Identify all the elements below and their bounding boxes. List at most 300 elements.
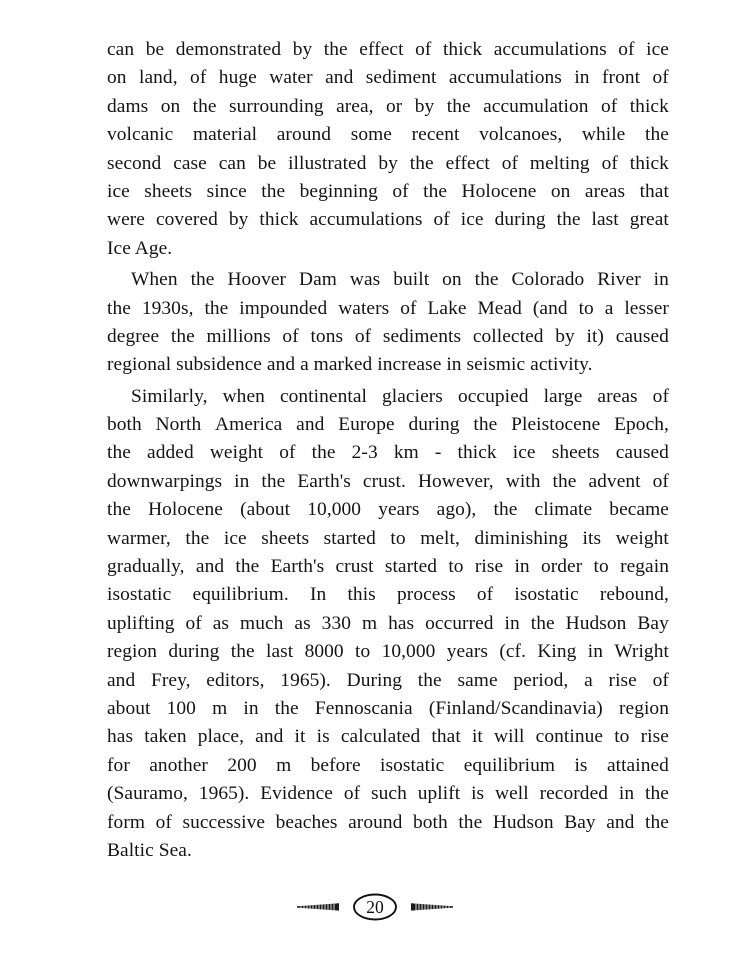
word: during bbox=[168, 641, 220, 663]
word: the bbox=[323, 39, 348, 60]
word: in bbox=[504, 612, 520, 634]
word: diminishing bbox=[474, 527, 568, 549]
word: of bbox=[392, 180, 409, 202]
text-line bbox=[107, 150, 669, 178]
word: has bbox=[107, 726, 134, 748]
word: period, bbox=[513, 669, 569, 691]
text-line bbox=[107, 178, 669, 206]
word: the bbox=[530, 612, 555, 634]
word: Similarly, bbox=[131, 385, 208, 407]
word: in bbox=[587, 641, 603, 663]
word: Lake bbox=[427, 297, 467, 319]
word: uplifting bbox=[107, 612, 175, 634]
tapered-rule-right bbox=[411, 902, 453, 912]
word: can bbox=[218, 152, 246, 174]
page-footer-folio bbox=[0, 893, 750, 933]
word: Mead bbox=[477, 297, 522, 319]
word: beaches bbox=[275, 811, 338, 833]
text-line bbox=[131, 383, 669, 411]
text-line bbox=[107, 121, 669, 149]
word: a bbox=[584, 669, 593, 691]
word: and bbox=[255, 726, 284, 748]
word: thick bbox=[442, 39, 483, 60]
word: it) bbox=[586, 325, 604, 347]
word: 1965). bbox=[280, 669, 331, 691]
word: isostatic bbox=[514, 584, 579, 606]
word: by bbox=[414, 95, 435, 117]
word: to bbox=[390, 527, 406, 549]
word: during bbox=[494, 209, 546, 231]
text-line: Ice Age. bbox=[107, 237, 173, 259]
text-line bbox=[107, 752, 669, 780]
word: m bbox=[212, 697, 228, 719]
word: material bbox=[192, 124, 258, 146]
word: the bbox=[204, 297, 229, 319]
word: recent bbox=[411, 124, 460, 146]
word: Fennoscania bbox=[314, 697, 413, 719]
text-line bbox=[107, 695, 669, 723]
word: were bbox=[107, 209, 145, 231]
word: sheets bbox=[144, 180, 193, 202]
word: editors, bbox=[206, 669, 265, 691]
word: ice bbox=[512, 442, 536, 464]
word: form bbox=[107, 811, 146, 833]
word: rise bbox=[640, 726, 669, 748]
word: in bbox=[514, 556, 530, 578]
word: has bbox=[388, 612, 415, 634]
word: and bbox=[606, 811, 635, 833]
word: of bbox=[282, 325, 299, 347]
word: and bbox=[296, 414, 325, 436]
word: the bbox=[192, 95, 217, 117]
word: of bbox=[433, 209, 450, 231]
word: successive bbox=[182, 811, 266, 833]
word: 100 bbox=[166, 697, 196, 719]
word: (Finland/Scandinavia) bbox=[428, 697, 603, 719]
word: much bbox=[240, 612, 284, 634]
word: in bbox=[234, 470, 250, 492]
word: huge bbox=[218, 67, 257, 89]
word: to bbox=[593, 556, 609, 578]
word: recorded bbox=[539, 783, 609, 805]
word: thick bbox=[457, 442, 497, 464]
word: thick bbox=[259, 209, 299, 231]
word: great bbox=[629, 209, 669, 231]
word: areas bbox=[584, 180, 626, 202]
word: can bbox=[107, 39, 135, 60]
word: the bbox=[644, 124, 669, 146]
word: in bbox=[243, 697, 259, 719]
text-line bbox=[107, 610, 669, 638]
text-line bbox=[107, 496, 669, 524]
word: regain bbox=[620, 556, 669, 578]
text-line bbox=[107, 723, 669, 751]
text-line bbox=[107, 206, 669, 234]
word: Europe bbox=[338, 414, 395, 436]
word: same bbox=[457, 669, 498, 691]
word: glaciers bbox=[381, 385, 443, 407]
word: during bbox=[408, 414, 460, 436]
word: the bbox=[556, 209, 581, 231]
word: the bbox=[311, 442, 336, 464]
text-line bbox=[107, 439, 669, 467]
word: of bbox=[501, 152, 519, 174]
word: second bbox=[107, 152, 162, 174]
word: for bbox=[107, 754, 130, 776]
word: place, bbox=[197, 726, 245, 748]
word: Bay bbox=[564, 811, 596, 833]
word: Hudson bbox=[492, 811, 554, 833]
word: degree bbox=[107, 325, 160, 347]
word: the bbox=[107, 297, 131, 319]
word: a bbox=[604, 297, 614, 319]
word: built bbox=[393, 269, 430, 291]
word: demonstrated bbox=[175, 39, 282, 60]
word: years bbox=[446, 641, 488, 663]
word: be bbox=[257, 152, 277, 174]
word: America bbox=[215, 414, 283, 436]
word: m bbox=[361, 612, 378, 634]
word: such bbox=[371, 783, 407, 805]
word: Hoover bbox=[227, 269, 287, 291]
word: the bbox=[107, 442, 131, 464]
word: area, bbox=[336, 95, 374, 117]
word: the bbox=[474, 269, 499, 291]
word: of bbox=[354, 325, 372, 347]
word: downwarpings bbox=[107, 470, 223, 492]
word: with bbox=[505, 470, 541, 492]
word: water bbox=[269, 67, 313, 89]
word: climate bbox=[534, 499, 593, 521]
text-line bbox=[107, 93, 669, 121]
text-line bbox=[107, 809, 669, 837]
word: Hudson bbox=[565, 612, 627, 634]
word: isostatic bbox=[380, 754, 445, 776]
word: order bbox=[540, 556, 583, 578]
word: and bbox=[325, 67, 354, 89]
word: on bbox=[160, 95, 181, 117]
word: when bbox=[222, 385, 265, 407]
word: is bbox=[316, 726, 330, 748]
paragraph bbox=[107, 36, 669, 263]
word: process bbox=[397, 584, 456, 606]
word: accumulations bbox=[493, 39, 607, 60]
word: as bbox=[212, 612, 230, 634]
word: sediment bbox=[365, 67, 437, 89]
word: 8000 bbox=[304, 641, 344, 663]
word: is bbox=[574, 754, 588, 776]
word: of bbox=[400, 297, 417, 319]
text-line bbox=[107, 323, 669, 351]
word: crust. bbox=[362, 470, 406, 492]
word: that bbox=[431, 726, 461, 748]
word: added bbox=[147, 442, 194, 464]
word: is bbox=[471, 783, 485, 805]
word: the bbox=[446, 95, 471, 117]
word: calculated bbox=[340, 726, 421, 748]
word: of bbox=[190, 67, 207, 89]
word: sheets bbox=[551, 442, 600, 464]
word: the bbox=[473, 414, 498, 436]
word: illustrated bbox=[288, 152, 367, 174]
word: ice bbox=[223, 527, 247, 549]
word: well bbox=[495, 783, 529, 805]
word: occurred bbox=[425, 612, 494, 634]
paragraph bbox=[107, 383, 669, 866]
word: 2-3 bbox=[351, 442, 378, 464]
word: another bbox=[149, 754, 208, 776]
word: to bbox=[355, 641, 371, 663]
word: km bbox=[393, 442, 419, 464]
word: thick bbox=[629, 152, 669, 174]
word: During bbox=[346, 669, 403, 691]
word: by bbox=[378, 152, 398, 174]
word: volcanoes, bbox=[479, 124, 563, 146]
word: Wright bbox=[614, 641, 669, 663]
word: Frey, bbox=[151, 669, 191, 691]
word: of bbox=[155, 811, 172, 833]
word: before bbox=[310, 754, 361, 776]
word: Bay bbox=[637, 612, 669, 634]
text-line bbox=[107, 411, 669, 439]
word: caused bbox=[615, 442, 669, 464]
word: warmer, bbox=[107, 527, 171, 549]
word: millions bbox=[206, 325, 271, 347]
word: However, bbox=[417, 470, 494, 492]
word: was bbox=[349, 269, 381, 291]
word: the bbox=[493, 499, 518, 521]
word: of bbox=[476, 584, 494, 606]
word: started bbox=[384, 556, 438, 578]
word: Dam bbox=[299, 269, 337, 291]
word: (and bbox=[532, 297, 568, 319]
word: of bbox=[618, 39, 635, 60]
word: the bbox=[170, 325, 195, 347]
word: gradually, bbox=[107, 556, 185, 578]
word: accumulation bbox=[483, 95, 589, 117]
word: of bbox=[415, 39, 432, 60]
word: large bbox=[543, 385, 583, 407]
paragraph bbox=[107, 266, 669, 380]
word: crust bbox=[335, 556, 374, 578]
word: occupied bbox=[457, 385, 529, 407]
word: to bbox=[448, 556, 464, 578]
text-line: regional subsidence and a marked increase in seismic activity. bbox=[107, 354, 593, 376]
word: isostatic bbox=[107, 584, 172, 606]
word: of bbox=[652, 385, 669, 407]
word: accumulations bbox=[448, 67, 562, 89]
word: equilibrium bbox=[463, 754, 556, 776]
word: of bbox=[279, 442, 296, 464]
word: (about bbox=[240, 499, 291, 521]
word: the bbox=[274, 697, 299, 719]
word: accumulations bbox=[309, 209, 423, 231]
word: tons bbox=[310, 325, 344, 347]
text-line bbox=[107, 581, 669, 609]
word: front bbox=[602, 67, 641, 89]
word: ice bbox=[646, 39, 669, 60]
word: dams bbox=[107, 95, 149, 117]
folio-ornament bbox=[295, 893, 455, 933]
word: since bbox=[206, 180, 247, 202]
word: or bbox=[386, 95, 403, 117]
word: of bbox=[601, 152, 618, 174]
word: waters bbox=[338, 297, 390, 319]
word: advent bbox=[588, 470, 641, 492]
word: equilibrium. bbox=[192, 584, 289, 606]
word: Evidence bbox=[260, 783, 333, 805]
word: around bbox=[276, 124, 332, 146]
word: King bbox=[537, 641, 577, 663]
tapered-rule-left bbox=[297, 902, 339, 912]
word: both bbox=[413, 811, 448, 833]
word: as bbox=[294, 612, 311, 634]
text-line bbox=[107, 780, 669, 808]
word: the bbox=[107, 499, 131, 521]
text-line bbox=[131, 266, 669, 294]
word: last bbox=[591, 209, 619, 231]
word: became bbox=[609, 499, 669, 521]
word: to bbox=[614, 726, 630, 748]
word: by bbox=[292, 39, 313, 60]
word: 1930s, bbox=[141, 297, 194, 319]
page-number: 20 bbox=[366, 897, 384, 917]
word: the bbox=[190, 269, 215, 291]
text-line: Baltic Sea. bbox=[107, 839, 192, 861]
body-text-column bbox=[107, 36, 669, 865]
word: this bbox=[347, 584, 376, 606]
word: the bbox=[185, 527, 210, 549]
word: of bbox=[652, 669, 669, 691]
word: in bbox=[574, 67, 590, 89]
word: the bbox=[235, 556, 260, 578]
text-line bbox=[107, 36, 669, 64]
word: lesser bbox=[624, 297, 669, 319]
word: sediments bbox=[382, 325, 462, 347]
word: m bbox=[276, 754, 292, 776]
word: River bbox=[597, 269, 641, 291]
word: that bbox=[639, 180, 669, 202]
word: it bbox=[294, 726, 306, 748]
word: on bbox=[550, 180, 571, 202]
word: Epoch, bbox=[614, 414, 669, 436]
text-line bbox=[107, 468, 669, 496]
word: land, bbox=[138, 67, 178, 89]
word: areas bbox=[597, 385, 638, 407]
word: beginning bbox=[299, 180, 378, 202]
word: rise bbox=[608, 669, 637, 691]
word: Colorado bbox=[511, 269, 585, 291]
text-line bbox=[107, 638, 669, 666]
word: 1965). bbox=[198, 783, 250, 805]
word: its bbox=[582, 527, 602, 549]
word: region bbox=[107, 641, 158, 663]
word: be bbox=[145, 39, 165, 60]
word: the bbox=[458, 811, 483, 833]
text-line bbox=[107, 64, 669, 92]
word: by bbox=[228, 209, 249, 231]
text-line bbox=[107, 553, 669, 581]
word: 200 bbox=[227, 754, 257, 776]
text-line bbox=[107, 295, 669, 323]
word: the bbox=[645, 811, 669, 833]
word: last bbox=[266, 641, 294, 663]
word: Holocene bbox=[461, 180, 537, 202]
word: and bbox=[195, 556, 225, 578]
word: it bbox=[471, 726, 483, 748]
word: weight bbox=[615, 527, 669, 549]
word: of bbox=[652, 470, 669, 492]
word: in bbox=[618, 783, 635, 805]
word: caused bbox=[615, 325, 669, 347]
word: 330 bbox=[321, 612, 351, 634]
word: on bbox=[107, 67, 127, 89]
word: attained bbox=[606, 754, 669, 776]
word: When bbox=[131, 269, 178, 291]
word: continue bbox=[535, 726, 604, 748]
word: case bbox=[173, 152, 207, 174]
word: the bbox=[409, 152, 434, 174]
word: the bbox=[230, 641, 255, 663]
word: (Sauramo, bbox=[107, 783, 188, 805]
word: on bbox=[442, 269, 462, 291]
word: and bbox=[107, 669, 136, 691]
word: around bbox=[348, 811, 403, 833]
word: covered bbox=[155, 209, 218, 231]
word: melting bbox=[529, 152, 590, 174]
word: of bbox=[185, 612, 202, 634]
text-line bbox=[107, 667, 669, 695]
word: about bbox=[107, 697, 151, 719]
word: volcanic bbox=[107, 124, 174, 146]
word: Earth's bbox=[297, 470, 351, 492]
word: taken bbox=[144, 726, 187, 748]
word: continental bbox=[279, 385, 367, 407]
word: ice bbox=[460, 209, 484, 231]
word: in bbox=[653, 269, 669, 291]
word: rise bbox=[474, 556, 504, 578]
word: melt, bbox=[420, 527, 460, 549]
word: Holocene bbox=[148, 499, 223, 521]
word: of bbox=[652, 67, 669, 89]
word: the bbox=[261, 470, 286, 492]
word: Earth's bbox=[270, 556, 325, 578]
word: the bbox=[552, 470, 577, 492]
word: the bbox=[423, 180, 448, 202]
word: 10,000 bbox=[381, 641, 436, 663]
word: surrounding bbox=[229, 95, 324, 117]
word: sheets bbox=[261, 527, 310, 549]
word: ice bbox=[107, 180, 130, 202]
word: while bbox=[581, 124, 626, 146]
word: region bbox=[618, 697, 669, 719]
word: of bbox=[600, 95, 618, 117]
word: to bbox=[578, 297, 594, 319]
word: effect bbox=[359, 39, 404, 60]
word: - bbox=[434, 442, 442, 464]
word: 10,000 bbox=[307, 499, 362, 521]
word: started bbox=[323, 527, 376, 549]
word: the bbox=[261, 180, 286, 202]
word: In bbox=[309, 584, 327, 606]
word: by bbox=[555, 325, 575, 347]
word: thick bbox=[629, 95, 669, 117]
word: weight bbox=[209, 442, 264, 464]
text-line bbox=[107, 525, 669, 553]
word: collected bbox=[472, 325, 544, 347]
word: impounded bbox=[239, 297, 328, 319]
word: the bbox=[644, 783, 669, 805]
